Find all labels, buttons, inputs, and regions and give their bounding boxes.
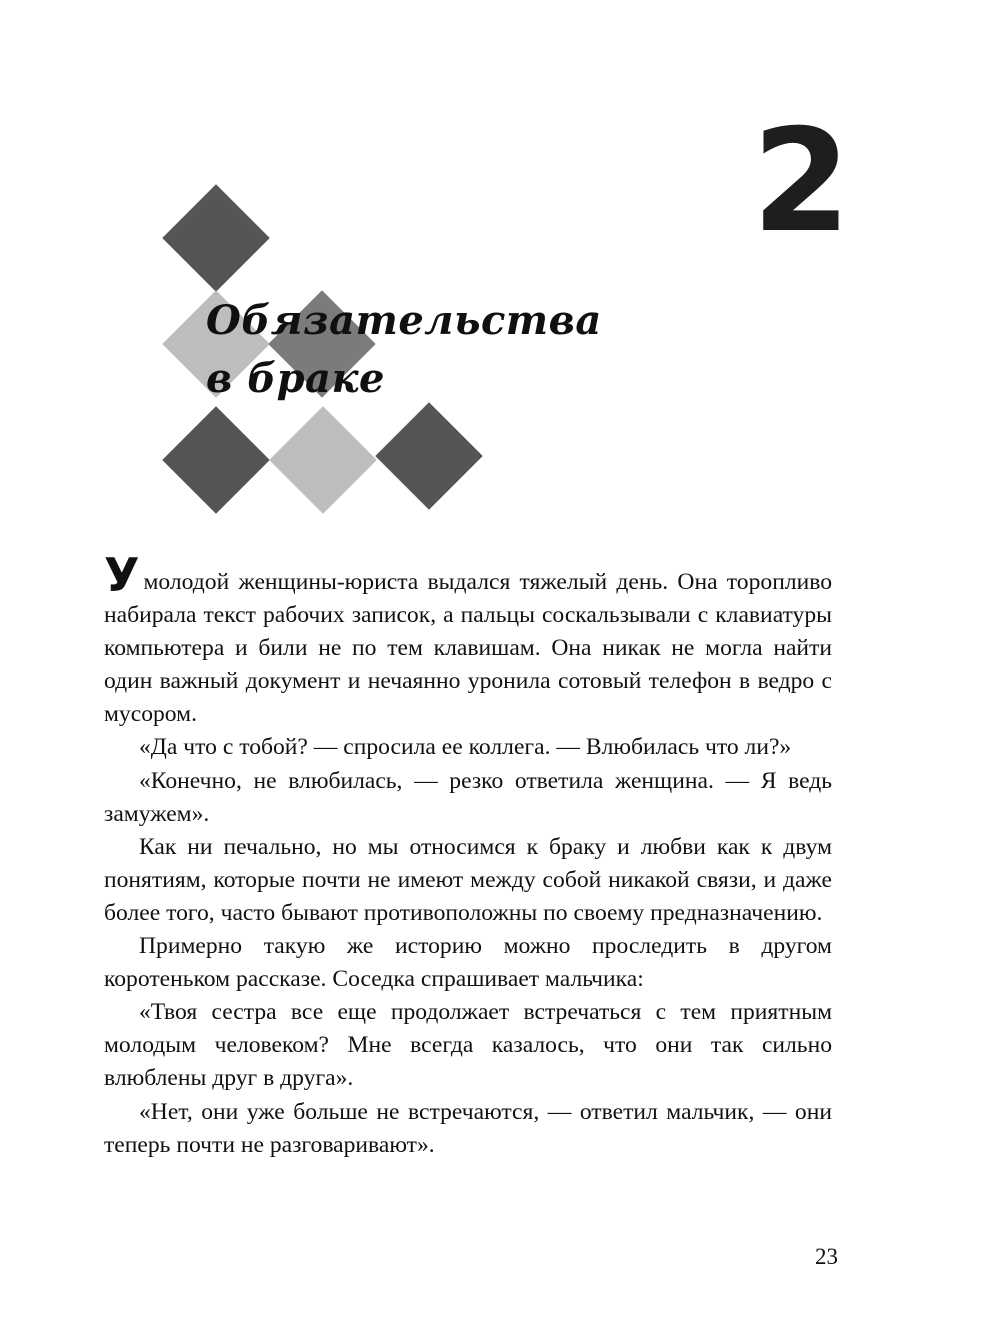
chapter-title-line-1: Обязательства (206, 297, 602, 344)
diamond-top-left (162, 184, 269, 291)
diamond-bottom-left (162, 406, 269, 513)
page-number: 23 (815, 1244, 838, 1269)
paragraph-1 (104, 548, 832, 731)
chapter-title (206, 292, 602, 408)
paragraph-4: Как ни печально, но мы относимся к браку и любви как к двум понятиям, которые почти не имеют между собой никакой связи, и даже более того, часто бывают противоположны по своему предназначению. (104, 833, 832, 926)
diamond-bottom-center (269, 406, 376, 513)
drop-cap: У (104, 548, 140, 602)
paragraph-7: «Нет, они уже больше не встречаются, — ответил мальчик, — они теперь почти не разговаривают». (104, 1098, 832, 1158)
body-text (104, 548, 832, 1162)
chapter-title-line-2: в браке (206, 355, 385, 402)
chapter-number: 2 (752, 99, 847, 264)
paragraph-1-text: молодой женщины-юриста выдался тяжелый день. Она торопливо набирала текст рабочих записок, а пальцы соскальзывали с клавиатуры компьютера и били не по тем клавишам. Она никак не могла найти один важный документ и нечаянно уронила сотовый телефон в ведро с мусором. (104, 569, 832, 728)
paragraph-3: «Конечно, не влюбилась, — резко ответила женщина. — Я ведь замужем». (104, 767, 832, 827)
paragraph-5: Примерно такую же историю можно проследить в другом коротеньком рассказе. Соседка спрашивает мальчика: (104, 933, 832, 993)
paragraph-6: «Твоя сестра все еще продолжает встречаться с тем приятным молодым человеком? Мне всегда казалось, что они так сильно влюблены друг в друга». (104, 999, 832, 1092)
diamond-bottom-right (375, 402, 482, 509)
paragraph-2: «Да что с тобой? — спросила ее коллега. — Влюбилась что ли?» (139, 734, 792, 761)
